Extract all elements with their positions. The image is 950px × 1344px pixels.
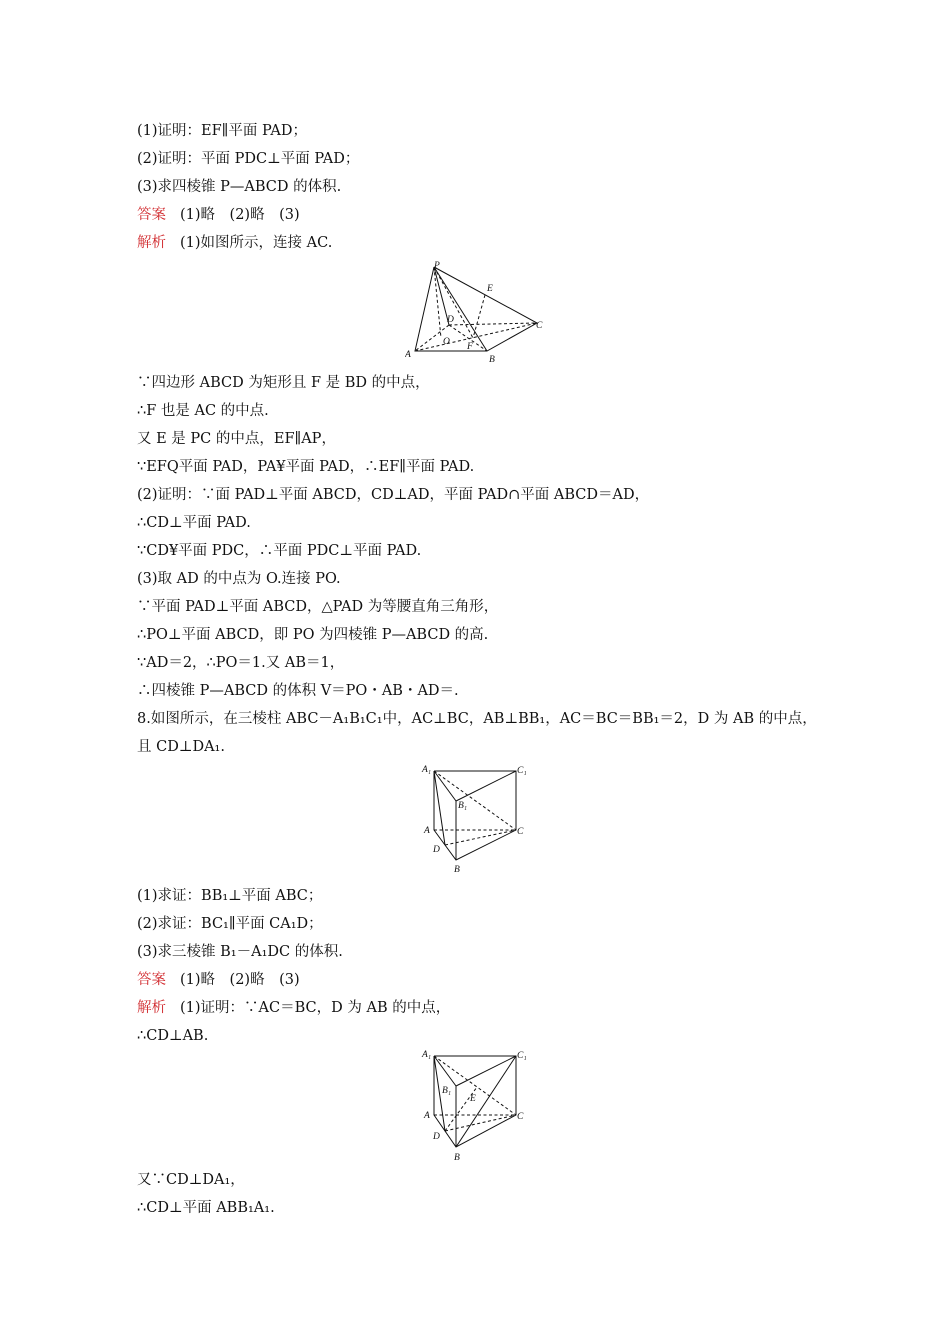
- solution-2-step-3: ∴CD⊥平面 ABB₁A₁.: [137, 1200, 275, 1216]
- solution-step-11: ∵AD＝2，∴PO＝1.又 AB＝1，: [137, 655, 345, 671]
- label-B1: B₁: [442, 1086, 452, 1096]
- prism-figure-with-E: [420, 1045, 535, 1165]
- label-E: E: [487, 284, 493, 294]
- label-P: P: [434, 261, 440, 271]
- question-part-3: (3)求四棱锥 P—ABCD 的体积.: [137, 179, 342, 195]
- solution-text: (1)如图所示，连接 AC.: [180, 235, 333, 251]
- label-E: E: [470, 1094, 476, 1104]
- solution-step-5: (2)证明：∵面 PAD⊥平面 ABCD，CD⊥AD，平面 PAD∩平面 ABCD＝AD，: [137, 487, 650, 503]
- label-B1: B₁: [458, 801, 468, 811]
- solution-step-9: ∵平面 PAD⊥平面 ABCD，△PAD 为等腰直角三角形，: [137, 599, 499, 615]
- solution-line-2: [137, 998, 450, 1018]
- solution-step-12: ∴四棱锥 P—ABCD 的体积 V＝PO・AB・AD＝.: [137, 683, 459, 699]
- label-A: A: [424, 1111, 430, 1121]
- solution-step-1: ∵四边形 ABCD 为矩形且 F 是 BD 的中点，: [137, 375, 430, 391]
- solution-step-6: ∴CD⊥平面 PAD.: [137, 515, 251, 531]
- label-A: A: [424, 826, 430, 836]
- solution-step-10: ∴PO⊥平面 ABCD，即 PO 为四棱锥 P—ABCD 的高.: [137, 627, 489, 643]
- solution-step-3: 又 E 是 PC 的中点，EF∥AP，: [137, 431, 336, 447]
- prism-figure: [420, 760, 535, 875]
- label-A1: A₁: [422, 1050, 432, 1060]
- solution-step-8: (3)取 AD 的中点为 O.连接 PO.: [137, 571, 341, 587]
- pyramid-figure: [405, 258, 550, 366]
- answer-label-2: 答案: [137, 972, 166, 988]
- question-part-1: (1)证明：EF∥平面 PAD；: [137, 123, 308, 139]
- question-8-part-2: (2)求证：BC₁∥平面 CA₁D；: [137, 916, 323, 932]
- solution-label: 解析: [137, 235, 166, 251]
- answer-line: [137, 205, 300, 225]
- label-B: B: [454, 865, 460, 875]
- label-O: O: [443, 337, 450, 347]
- answer-label: 答案: [137, 207, 166, 223]
- label-C1: C₁: [517, 1051, 527, 1061]
- question-8-part-1: (1)求证：BB₁⊥平面 ABC；: [137, 888, 323, 904]
- label-C1: C₁: [517, 766, 527, 776]
- label-D: D: [433, 845, 440, 855]
- solution-2-step-2: 又∵CD⊥DA₁，: [137, 1172, 245, 1188]
- label-B: B: [489, 355, 495, 365]
- answer-text: (1)略 (2)略 (3): [180, 207, 300, 223]
- solution-step-2: ∴F 也是 AC 的中点.: [137, 403, 269, 419]
- solution-step-7: ∵CD¥平面 PDC，∴平面 PDC⊥平面 PAD.: [137, 543, 422, 559]
- solution-line: [137, 233, 332, 253]
- label-A: A: [405, 350, 411, 360]
- question-part-2: (2)证明：平面 PDC⊥平面 PAD；: [137, 151, 360, 167]
- label-F: F: [467, 342, 473, 352]
- label-C: C: [517, 827, 524, 837]
- answer-line-2: [137, 970, 300, 990]
- label-A1: A₁: [422, 765, 432, 775]
- answer-text-2: (1)略 (2)略 (3): [180, 972, 300, 988]
- question-8-line-2: 且 CD⊥DA₁.: [137, 739, 225, 755]
- label-B: B: [454, 1153, 460, 1163]
- solution-step-4: ∵EFQ平面 PAD，PA¥平面 PAD，∴EF∥平面 PAD.: [137, 459, 475, 475]
- label-D: D: [433, 1132, 440, 1142]
- label-C: C: [517, 1112, 524, 1122]
- label-D: D: [447, 315, 454, 325]
- solution-2-step-1: ∴CD⊥AB.: [137, 1028, 209, 1044]
- question-8-part-3: (3)求三棱锥 B₁－A₁DC 的体积.: [137, 944, 343, 960]
- label-C: C: [536, 321, 543, 331]
- question-8-line-1: 8.如图所示，在三棱柱 ABC－A₁B₁C₁中，AC⊥BC，AB⊥BB₁，AC＝BC＝BB₁＝2，D 为 AB 的中点，: [137, 711, 817, 727]
- solution-text-2: (1)证明：∵AC＝BC，D 为 AB 的中点，: [180, 1000, 451, 1016]
- solution-label-2: 解析: [137, 1000, 166, 1016]
